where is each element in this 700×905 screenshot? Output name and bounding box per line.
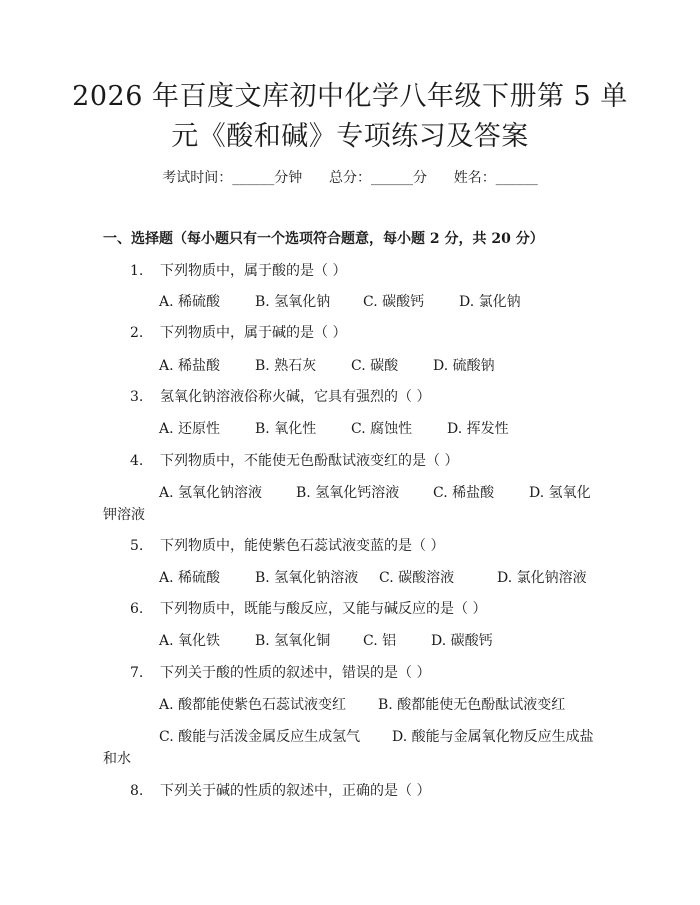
question-5 — [130, 535, 444, 557]
option-d: D. 氯化钠 — [459, 294, 521, 310]
option-c: C. 铝 — [363, 633, 397, 649]
option-b: B. 氢氧化钠 — [255, 294, 331, 310]
question-2 — [130, 322, 346, 344]
question-text: 下列物质中，能使紫色石蕊试液变蓝的是（ ） — [160, 538, 445, 554]
question-text: 下列物质中，属于碱的是（ ） — [160, 325, 347, 341]
section-heading: 一、选择题（每小题只有一个选项符合题意，每小题 2 分，共 20 分） — [103, 231, 544, 247]
question-number: 5. — [130, 538, 144, 554]
option-a: A. 酸都能使紫色石蕊试液变红 — [159, 697, 347, 713]
question-7 — [130, 662, 430, 684]
option-a: A. 稀硫酸 — [159, 570, 221, 586]
option-a: A. 氢氧化钠溶液 — [159, 485, 263, 501]
option-b: B. 氢氧化钠溶液 — [255, 570, 359, 586]
option-d: D. 氯化钠溶液 — [497, 570, 587, 586]
option-c: C. 稀盐酸 — [433, 485, 495, 501]
option-a: A. 稀盐酸 — [159, 358, 221, 374]
question-6 — [130, 598, 486, 620]
question-text: 下列物质中，不能使无色酚酞试液变红的是（ ） — [160, 453, 459, 469]
option-d: D. 酸能与金属氧化物反应生成盐 — [392, 729, 594, 745]
question-text: 氢氧化钠溶液俗称火碱，它具有强烈的（ ） — [160, 389, 431, 405]
question-5-options — [159, 567, 587, 589]
option-b: B. 氢氧化铜 — [255, 633, 331, 649]
question-number: 8. — [130, 783, 144, 799]
exam-info: 考试时间：______分钟 总分：______分 姓名：______ — [162, 170, 538, 186]
question-6-options — [159, 630, 493, 652]
question-number: 3. — [130, 389, 144, 405]
option-b: B. 氢氧化钙溶液 — [296, 485, 400, 501]
question-number: 1. — [130, 263, 144, 279]
question-1 — [130, 260, 346, 282]
title-line-1: 2026 年百度文库初中化学八年级下册第 5 单 — [72, 81, 628, 112]
question-text: 下列关于酸的性质的叙述中，错误的是（ ） — [160, 665, 431, 681]
option-d: D. 挥发性 — [447, 421, 509, 437]
option-d: D. 碳酸钙 — [431, 633, 493, 649]
option-c: C. 酸能与活泼金属反应生成氢气 — [159, 729, 361, 745]
question-3 — [130, 386, 430, 408]
question-4-option-d-wrap: 钾溶液 — [103, 507, 145, 523]
option-c: C. 碳酸 — [351, 358, 399, 374]
option-b: B. 酸都能使无色酚酞试液变红 — [378, 697, 566, 713]
option-d: D. 氢氧化 — [529, 485, 591, 501]
option-b: B. 氧化性 — [255, 421, 317, 437]
question-4-options — [159, 482, 591, 504]
question-8 — [130, 780, 430, 802]
option-c: C. 碳酸溶液 — [379, 570, 455, 586]
option-a: A. 氧化铁 — [159, 633, 221, 649]
option-a: A. 还原性 — [159, 421, 221, 437]
option-b: B. 熟石灰 — [255, 358, 317, 374]
question-7-options-row-2 — [159, 726, 594, 748]
question-1-options — [159, 291, 521, 313]
option-a: A. 稀硫酸 — [159, 294, 221, 310]
option-c: C. 腐蚀性 — [351, 421, 413, 437]
title-line-2: 元《酸和碱》专项练习及答案 — [171, 121, 529, 152]
question-number: 2. — [130, 325, 144, 341]
question-7-options-row-1 — [159, 694, 565, 716]
option-c: C. 碳酸钙 — [363, 294, 425, 310]
question-text: 下列物质中，属于酸的是（ ） — [160, 263, 347, 279]
question-text: 下列关于碱的性质的叙述中，正确的是（ ） — [160, 783, 431, 799]
question-number: 7. — [130, 665, 144, 681]
question-7-option-d-wrap: 和水 — [103, 751, 131, 767]
question-2-options — [159, 355, 495, 377]
question-number: 6. — [130, 601, 144, 617]
question-number: 4. — [130, 453, 144, 469]
option-d: D. 硫酸钠 — [433, 358, 495, 374]
question-4 — [130, 450, 458, 472]
question-3-options — [159, 418, 509, 440]
question-text: 下列物质中，既能与酸反应，又能与碱反应的是（ ） — [160, 601, 487, 617]
